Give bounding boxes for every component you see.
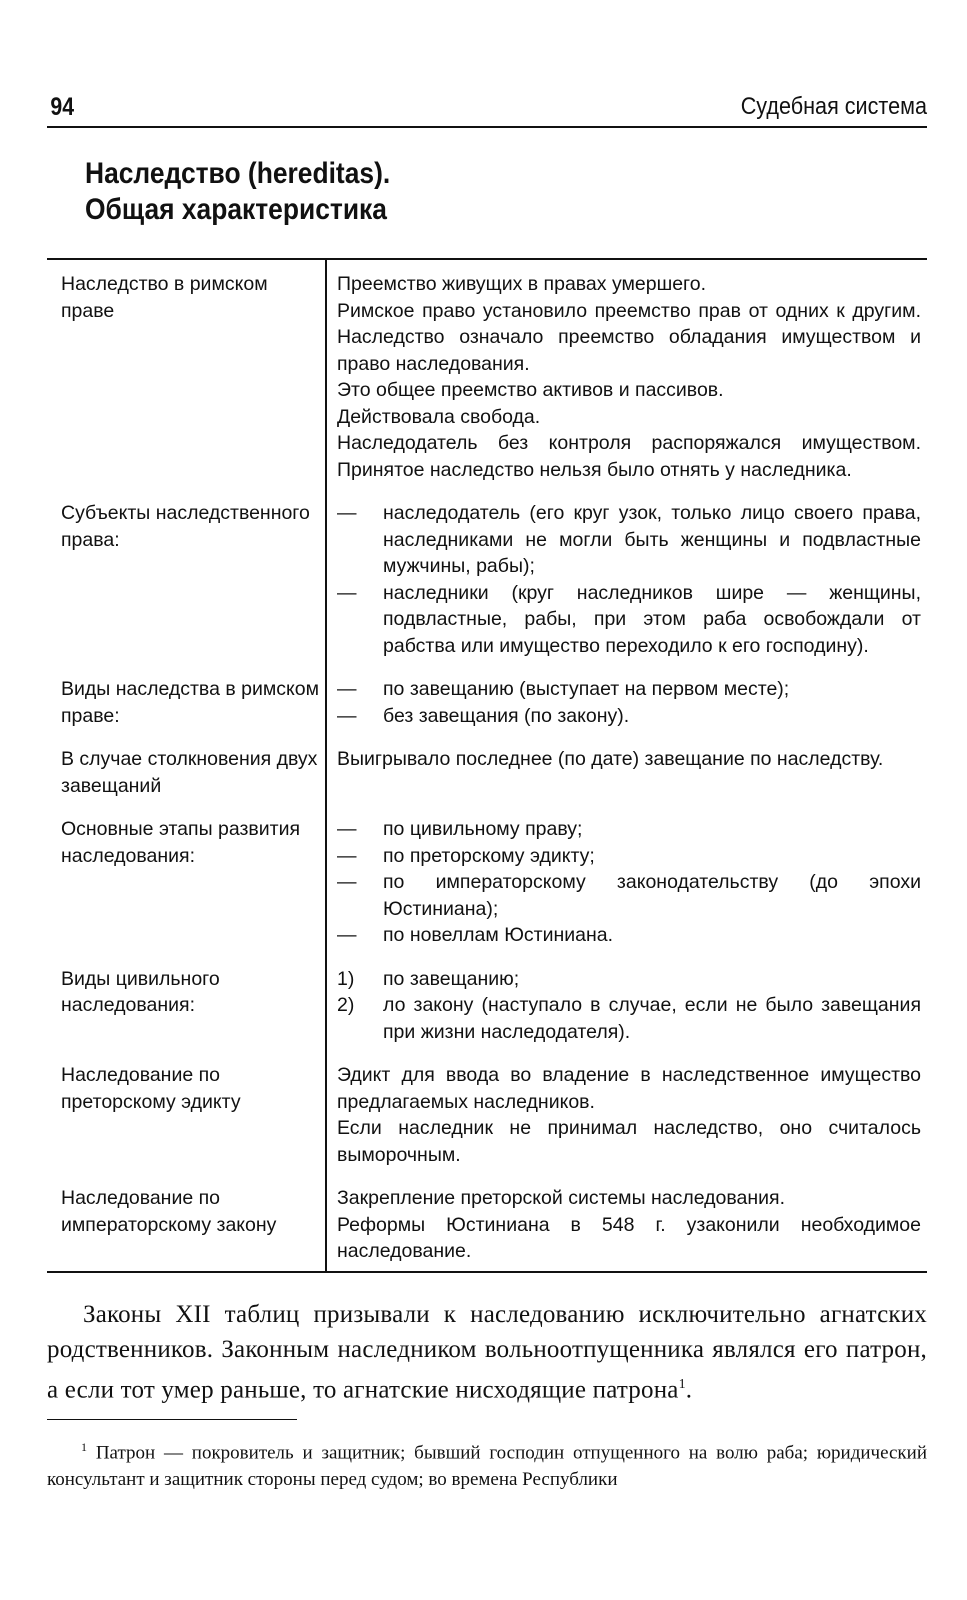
description-paragraph: Закрепление преторской системы наследования. [337, 1187, 786, 1209]
table-description-cell [326, 489, 927, 665]
list-marker: — [337, 502, 357, 524]
table-term-cell: Наследование по преторскому эдикту [47, 1051, 326, 1174]
table-description-cell [326, 665, 927, 735]
list-item [337, 676, 921, 703]
list-item-text: по цивильному праву; [383, 818, 583, 840]
table-row [47, 259, 927, 489]
list-marker: — [337, 871, 357, 893]
running-head [47, 88, 927, 128]
book-page [47, 88, 927, 1493]
footnote-number: 1 [81, 1439, 87, 1454]
footnote-reference: 1 [678, 1376, 686, 1392]
description-paragraph: Если наследник не принимал наследство, оно считалось выморочным. [337, 1117, 921, 1166]
body-paragraph-text: Законы XII таблиц призывали к наследованию исключительно агнатских родственников. Законным наследником вольноотпущенника являлся его патрон, а если тот умер раньше, то агнатские нисходящие патрона [47, 1300, 927, 1403]
description-paragraph: Римское право установило преемство прав от одних к другим. Наследство означало преемство обладания имуществом и право наследования. [337, 299, 921, 375]
title-line-1: Наследство (hereditas). [85, 157, 391, 190]
table-row [47, 735, 927, 805]
list-item [337, 816, 921, 843]
list-item [337, 992, 921, 1045]
page-number: 94 [50, 93, 75, 121]
section-title: Судебная система [740, 93, 927, 120]
table-description-cell [326, 735, 927, 805]
list-item [337, 703, 921, 730]
table-row [47, 1174, 927, 1272]
list-marker: — [337, 818, 357, 840]
list-item-text: ло закону (наступало в случае, если не было завещания при жизни наследодателя). [383, 994, 921, 1043]
list-marker: — [337, 678, 357, 700]
table-description-cell [326, 1174, 927, 1272]
table-description-cell [326, 955, 927, 1052]
table-row [47, 1051, 927, 1174]
description-paragraph: Действовала свобода. [337, 405, 541, 428]
description-paragraph: Выигрывало последнее (по дате) завещание по наследству. [337, 748, 884, 770]
table-term-cell: Виды цивильного наследования: [47, 955, 326, 1052]
list-item [337, 843, 921, 870]
list-item-text: по завещанию; [383, 967, 520, 990]
table-description-cell [326, 1051, 927, 1174]
table-term-cell: Виды наследства в римском праве: [47, 665, 326, 735]
title-line-2: Общая характеристика [85, 193, 387, 226]
table-term-cell: Субъекты наследственного права: [47, 489, 326, 665]
list-item [337, 966, 921, 993]
table-term-cell: Наследование по императорскому закону [47, 1174, 326, 1272]
list-item-text: по новеллам Юстиниана. [383, 924, 614, 946]
table-term-cell: Основные этапы развития наследования: [47, 805, 326, 955]
list-marker: 2) [337, 994, 355, 1016]
table-description-cell [326, 805, 927, 955]
table-row [47, 955, 927, 1052]
list-item [337, 922, 921, 949]
footnote [47, 1434, 927, 1493]
body-paragraph: Законы XII таблиц призывали к наследованию исключительно агнатских родственников. Законным наследником вольноотпущенника являлся его патрон, а если тот умер раньше, то агнатские нисходящие патрона$^1$. [47, 1300, 927, 1403]
description-paragraph: Наследодатель без контроля распоряжался имуществом. Принятое наследство нельзя было отнять у наследника. [337, 432, 921, 481]
table-row [47, 489, 927, 665]
list-item-text: наследодатель (его круг узок, только лицо своего права, наследниками не могли быть женщины и подвластные мужчины, рабы); [383, 502, 921, 577]
table-description-cell [326, 259, 927, 489]
list-item-text: по преторскому эдикту; [383, 844, 595, 867]
footnote-divider [47, 1419, 297, 1420]
table-row [47, 665, 927, 735]
list-item-text: наследники (круг наследников шире — женщины, подвластные, рабы, при этом раба освобождали от рабства или имущество переходило к его господину). [383, 581, 921, 657]
table-term-cell: Наследство в римском праве [47, 259, 326, 489]
list-marker: — [337, 704, 357, 727]
table-row [47, 805, 927, 955]
description-paragraph: Реформы Юстиниана в 548 г. узаконили необходимое наследование. [337, 1213, 921, 1262]
summary-table [47, 258, 927, 1273]
list-item [337, 869, 921, 922]
list-marker: — [337, 844, 357, 867]
description-paragraph: Эдикт для ввода во владение в наследственное имущество предлагаемых наследников. [337, 1064, 921, 1113]
footnote-text: Патрон — покровитель и защитник; бывший господин отпущенного на волю раба; юридический консультант и защитник стороны перед судом; во времена Республики [47, 1442, 928, 1491]
list-item [337, 580, 921, 660]
list-item [337, 500, 921, 580]
list-item-text: по императорскому законодательству (до эпохи Юстиниана); [383, 871, 921, 920]
description-paragraph: Преемство живущих в правах умершего. [337, 273, 707, 295]
description-paragraph: Это общее преемство активов и пассивов. [337, 379, 724, 401]
list-marker: — [337, 924, 357, 946]
list-item-text: по завещанию (выступает на первом месте); [383, 678, 790, 700]
list-marker: 1) [337, 967, 355, 990]
page-title [85, 156, 826, 228]
summary-table-body [47, 259, 927, 1272]
list-item-text: без завещания (по закону). [383, 704, 630, 727]
table-term-cell: В случае столкновения двух завещаний [47, 735, 326, 805]
list-marker: — [337, 581, 357, 604]
